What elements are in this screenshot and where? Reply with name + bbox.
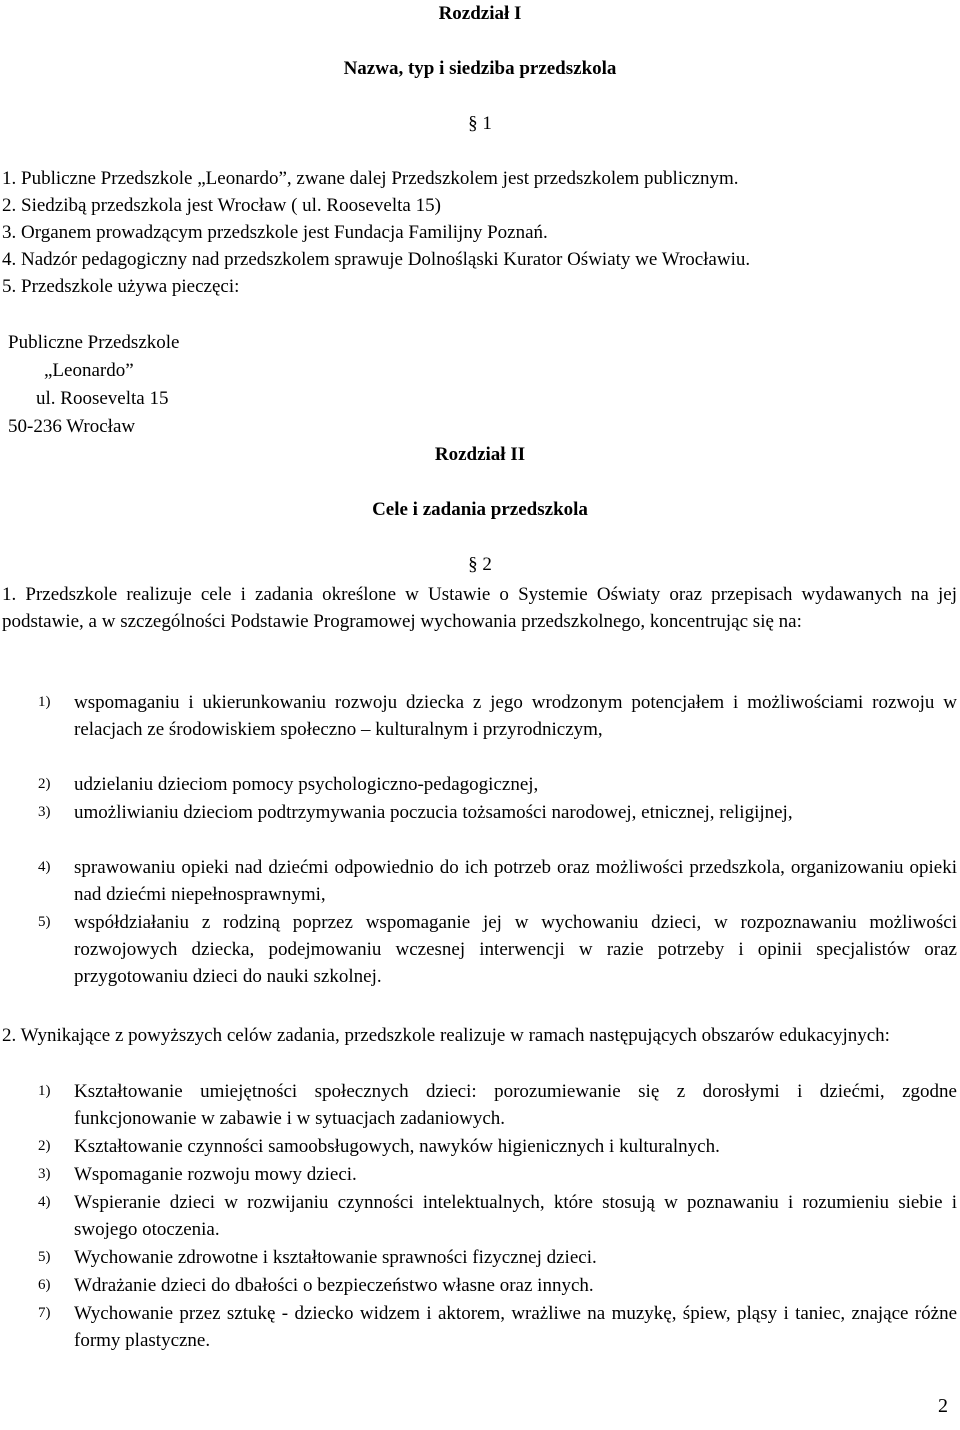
list-item-text: Wspieranie dzieci w rozwijaniu czynności intelektualnych, które stosują w poznawaniu i rozumieniu siebie i swojego otoczenia. [74, 1192, 957, 1240]
chapter-2-subtitle: Cele i zadania przedszkola [372, 499, 588, 520]
list-item-number: 5) [38, 1249, 51, 1265]
list-item-number: 3) [38, 804, 51, 820]
chapter-1-point-1: 1. Publiczne Przedszkole „Leonardo”, zwane dalej Przedszkolem jest przedszkolem publicznym. [2, 168, 739, 189]
chapter-1-point-4: 4. Nadzór pedagogiczny nad przedszkolem sprawuje Dolnośląski Kurator Oświaty we Wrocławiu. [2, 249, 751, 270]
list-item-text: Wychowanie przez sztukę - dziecko widzem i aktorem, wrażliwe na muzykę, śpiew, pląsy i taniec, znające różne formy plastyczne. [74, 1303, 957, 1351]
stamp-text [8, 329, 179, 441]
list-item-number: 3) [38, 1166, 51, 1182]
chapter-2-paragraph-2: 2. Wynikające z powyższych celów zadania, przedszkole realizuje w ramach następujących obszarów edukacyjnych: [2, 1025, 890, 1046]
list-item-text: wspomaganiu i ukierunkowaniu rozwoju dziecka z jego wrodzonym potencjałem i możliwościami rozwoju w relacjach ze środowiskiem społeczno – kulturalnym i przyrodniczym, [74, 692, 957, 740]
chapter-1-point-5: 5. Przedszkole używa pieczęci: [2, 276, 240, 297]
section-2-heading: § 2 [468, 554, 492, 575]
list-item-number: 2) [38, 1138, 51, 1154]
list-item-number: 2) [38, 776, 51, 792]
stamp-line-2: „Leonardo” [44, 360, 134, 381]
chapter-2-paragraph-1: 1. Przedszkole realizuje cele i zadania określone w Ustawie o Systemie Oświaty oraz przepisach wydawanych na jej podstawie, a w szczególności Podstawie Programowej wychowania przedszkolnego, koncentrując się na: [2, 584, 957, 632]
stamp-line-1: Publiczne Przedszkole [8, 332, 180, 353]
chapter-2-title: Rozdział II [434, 444, 526, 465]
list-item-text: współdziałaniu z rodziną poprzez wspomaganie jej w wychowaniu dzieci, w rozpoznawaniu możliwości rozwojowych dziecka, podejmowaniu wczesnej interwencji w razie potrzeby i opinii specjalistów oraz przygotowaniu dzieci do nauki szkolnej. [74, 912, 957, 987]
list-item-text: udzielaniu dzieciom pomocy psychologiczno-pedagogicznej, [74, 774, 539, 795]
list-item-text: Kształtowanie umiejętności społecznych dzieci: porozumiewanie się z dorosłymi i dziećmi, zgodne funkcjonowanie w zabawie i w sytuacjach zadaniowych. [74, 1081, 957, 1129]
list-item-number: 4) [38, 859, 51, 875]
list-item-text: sprawowaniu opieki nad dziećmi odpowiednio do ich potrzeb oraz możliwości przedszkola, organizowaniu opieki nad dziećmi niepełnosprawnymi, [74, 857, 957, 905]
list-item-text: umożliwianiu dzieciom podtrzymywania poczucia tożsamości narodowej, etnicznej, religijnej, [74, 802, 793, 823]
list-item-number: 1) [38, 1083, 51, 1099]
section-1-heading: § 1 [468, 113, 492, 134]
chapter-1-title: Rozdział I [438, 3, 522, 24]
list-item-number: 7) [38, 1305, 51, 1321]
list-item-number: 4) [38, 1194, 51, 1210]
page-number: 2 [938, 1395, 948, 1417]
list-item-text: Wspomaganie rozwoju mowy dzieci. [74, 1164, 357, 1185]
list-item-text: Kształtowanie czynności samoobsługowych, nawyków higienicznych i kulturalnych. [74, 1136, 720, 1157]
list-item-number: 1) [38, 694, 51, 710]
list-item-text: Wdrażanie dzieci do dbałości o bezpieczeństwo własne oraz innych. [74, 1275, 594, 1296]
chapter-1-point-2: 2. Siedzibą przedszkola jest Wrocław ( ul. Roosevelta 15) [2, 195, 441, 216]
chapter-1-subtitle: Nazwa, typ i siedziba przedszkola [343, 58, 617, 79]
list-item-text: Wychowanie zdrowotne i kształtowanie sprawności fizycznej dzieci. [74, 1247, 597, 1268]
stamp-line-3: ul. Roosevelta 15 [36, 388, 169, 409]
list-item-number: 6) [38, 1277, 51, 1293]
chapter-1-point-3: 3. Organem prowadzącym przedszkole jest Fundacja Familijny Poznań. [2, 222, 548, 243]
stamp-line-4: 50-236 Wrocław [8, 416, 136, 437]
list-item-number: 5) [38, 914, 51, 930]
